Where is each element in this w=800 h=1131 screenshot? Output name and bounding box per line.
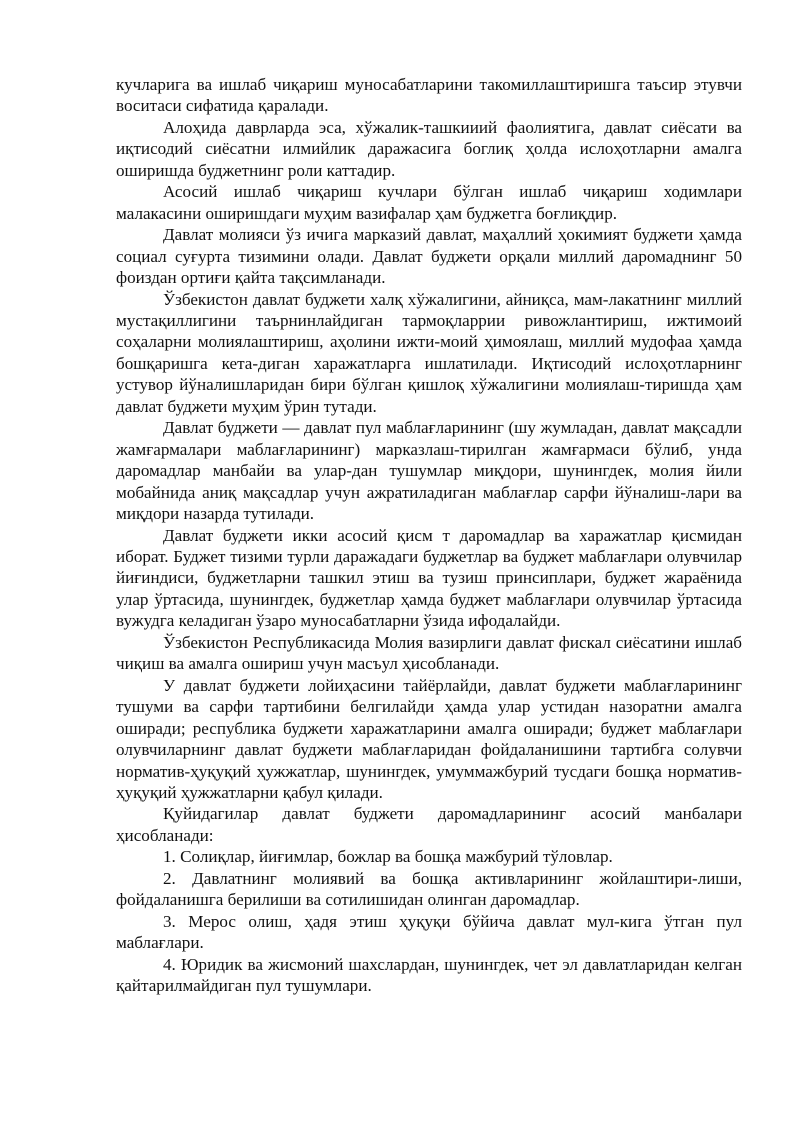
paragraph: Алоҳида даврларда эса, хўжалик-ташкииий фаолиятига, давлат сиёсати ва иқтисодий сиёсатни илмийлик даражасига боглиқ ҳолда ислоҳотларни амалга оширишда буджетнинг роли каттадир. <box>116 117 742 180</box>
list-item: 2. Давлатнинг молиявий ва бошқа активларининг жойлаштири-лиши, фойдаланишга берилиши ва сотилишидан олинган даромадлар. <box>116 868 742 910</box>
paragraph: Давлат буджети — давлат пул маблағларининг (шу жумладан, давлат мақсадли жамғармалари маблағларининг) марказлаш-тирилган жамғармаси бўлиб, унда даромадлар манбайи ва улар-дан тушумлар миқдори, шунингдек, молия йили мобайнида аниқ мақсадлар учун ажратиладиган маблағлар сарфи йўналиш-лари ва миқдори назарда тутилади. <box>116 418 742 524</box>
paragraph: Давлат буджети икки асосий қисм т даромадлар ва харажатлар қисмидан иборат. Буджет тизими турли даражадаги буджетлар ва буджет маблағлари олувчилар йиғиндиси, буджетларни ташкил этиш ва тузиш принсиплари, буджет жараёнида улар ўртасида, шунингдек, буджетлар ҳамда буджет маблағлари олувчилар ўртасида вужудга келадиган ўзаро муносабатларни ўзида ифодалайди. <box>116 525 742 631</box>
paragraph: Қуйидагилар давлат буджети даромадларининг асосий манбалари ҳисобланади: <box>116 804 742 845</box>
list-item: 1. Солиқлар, йиғимлар, божлар ва бошқа мажбурий тўловлар. <box>163 847 613 867</box>
list-item: 4. Юридик ва жисмоний шахслардан, шунингдек, чет эл давлатларидан келган қайтарилмайдиган пул тушумлари. <box>116 954 742 996</box>
list-item: 3. Мерос олиш, ҳадя этиш ҳуқуқи бўйича давлат мул-кига ўтган пул маблағлари. <box>116 911 742 953</box>
paragraph: Ўзбекистон давлат буджети халқ хўжалигини, айниқса, мам-лакатнинг миллий мустақиллигини таърнинлайдиган тармоқларрии ривожлантириш, ижтимоий соҳаларни молиялаштириш, аҳолини ижти-моий ҳимоялаш, миллий мудофаа ҳамда бошқаришга кета-диган харажатларга ишлатилади. Иқтисодий ислоҳотларнинг устувор йўналишларидан бири бўлган қишлоқ хўжалигини молиялаш-тиришда ҳам давлат буджети муҳим ўрин тутади. <box>116 289 742 416</box>
paragraph: Давлат молияси ўз ичига марказий давлат, маҳаллий ҳокимият буджети ҳамда социал суғурта тизимини олади. Давлат буджети орқали миллий даромаднинг 50 фоиздан ортиғи қайта тақсимланади. <box>116 225 742 288</box>
paragraph: кучларига ва ишлаб чиқариш муносабатларини такомиллаштиришга таъсир этувчи воситаси сифатида қаралади. <box>116 75 742 116</box>
paragraph: Асосий ишлаб чиқариш кучлари бўлган ишлаб чиқариш ходимлари малакасини оширишдаги муҳим вазифалар ҳам буджетга боғлиқдир. <box>116 182 742 223</box>
paragraph: Ўзбекистон Республикасида Молия вазирлиги давлат фискал сиёсатини ишлаб чиқиш ва амалга ошириш учун масъул ҳисобланади. <box>116 632 742 674</box>
document-page <box>116 74 742 996</box>
paragraph: У давлат буджети лойиҳасини тайёрлайди, давлат буджети маблағларининг тушуми ва сарфи тартибини белгилайди ҳамда улар устидан назоратни амалга оширади; республика буджети харажатларини амалга оширади; буджет маблағлари олувчиларнинг давлат буджети маблағларидан фойдаланишини тартибга солувчи норматив-ҳуқуқий ҳужжатлар, шунингдек, умуммажбурий тусдаги бошқа норматив-ҳуқуқий ҳужжатларни қабул қилади. <box>116 675 742 802</box>
